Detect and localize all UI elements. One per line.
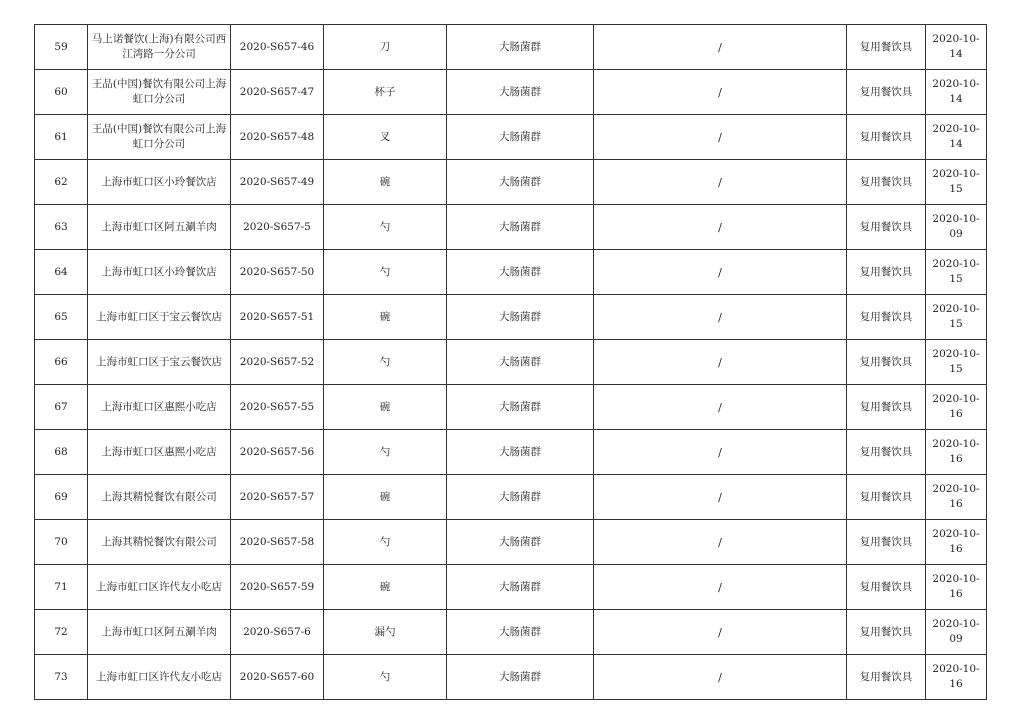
company-name-cell: 上海市虹口区许代友小吃店 (88, 565, 231, 610)
test-item-cell: 大肠菌群 (447, 115, 594, 160)
date-cell: 2020-10-09 (926, 610, 987, 655)
sample-item-cell: 碗 (324, 160, 447, 205)
category-cell: 复用餐饮具 (847, 340, 926, 385)
result-cell: / (594, 160, 847, 205)
row-number-cell: 68 (35, 430, 88, 475)
category-cell: 复用餐饮具 (847, 610, 926, 655)
test-item-cell: 大肠菌群 (447, 340, 594, 385)
result-cell: / (594, 25, 847, 70)
row-number-cell: 65 (35, 295, 88, 340)
sample-id-cell: 2020-S657-48 (231, 115, 324, 160)
sample-id-cell: 2020-S657-55 (231, 385, 324, 430)
table-row (35, 655, 987, 700)
result-cell: / (594, 565, 847, 610)
table-row (35, 160, 987, 205)
table-row (35, 475, 987, 520)
test-item-cell: 大肠菌群 (447, 655, 594, 700)
row-number-cell: 69 (35, 475, 88, 520)
company-name-cell: 上海市虹口区小玲餐饮店 (88, 160, 231, 205)
result-cell: / (594, 295, 847, 340)
row-number-cell: 64 (35, 250, 88, 295)
result-cell: / (594, 70, 847, 115)
sample-item-cell: 刀 (324, 25, 447, 70)
date-cell: 2020-10-14 (926, 25, 987, 70)
test-item-cell: 大肠菌群 (447, 25, 594, 70)
result-cell: / (594, 340, 847, 385)
company-name-cell: 上海市虹口区阿五涮羊肉 (88, 205, 231, 250)
category-cell: 复用餐饮具 (847, 25, 926, 70)
date-cell: 2020-10-15 (926, 295, 987, 340)
sample-id-cell: 2020-S657-56 (231, 430, 324, 475)
date-cell: 2020-10-15 (926, 250, 987, 295)
company-name-cell: 上海市虹口区许代友小吃店 (88, 655, 231, 700)
row-number-cell: 70 (35, 520, 88, 565)
company-name-cell: 上海其精悦餐饮有限公司 (88, 520, 231, 565)
sample-item-cell: 碗 (324, 385, 447, 430)
result-cell: / (594, 385, 847, 430)
sample-id-cell: 2020-S657-59 (231, 565, 324, 610)
company-name-cell: 上海其精悦餐饮有限公司 (88, 475, 231, 520)
category-cell: 复用餐饮具 (847, 655, 926, 700)
sample-item-cell: 勺 (324, 520, 447, 565)
sample-id-cell: 2020-S657-60 (231, 655, 324, 700)
sample-id-cell: 2020-S657-58 (231, 520, 324, 565)
test-item-cell: 大肠菌群 (447, 385, 594, 430)
sample-item-cell: 碗 (324, 295, 447, 340)
date-cell: 2020-10-16 (926, 520, 987, 565)
row-number-cell: 59 (35, 25, 88, 70)
result-cell: / (594, 205, 847, 250)
date-cell: 2020-10-16 (926, 655, 987, 700)
result-cell: / (594, 610, 847, 655)
result-cell: / (594, 520, 847, 565)
date-cell: 2020-10-14 (926, 70, 987, 115)
table-row (35, 25, 987, 70)
sample-id-cell: 2020-S657-51 (231, 295, 324, 340)
test-item-cell: 大肠菌群 (447, 70, 594, 115)
result-cell: / (594, 475, 847, 520)
row-number-cell: 66 (35, 340, 88, 385)
sample-id-cell: 2020-S657-50 (231, 250, 324, 295)
sample-item-cell: 勺 (324, 205, 447, 250)
inspection-table (34, 24, 987, 700)
table-row (35, 70, 987, 115)
table-row (35, 430, 987, 475)
table-row (35, 520, 987, 565)
category-cell: 复用餐饮具 (847, 205, 926, 250)
date-cell: 2020-10-16 (926, 475, 987, 520)
row-number-cell: 61 (35, 115, 88, 160)
test-item-cell: 大肠菌群 (447, 205, 594, 250)
result-cell: / (594, 430, 847, 475)
sample-item-cell: 叉 (324, 115, 447, 160)
category-cell: 复用餐饮具 (847, 475, 926, 520)
table-row (35, 340, 987, 385)
test-item-cell: 大肠菌群 (447, 430, 594, 475)
date-cell: 2020-10-16 (926, 430, 987, 475)
company-name-cell: 上海市虹口区惠熙小吃店 (88, 385, 231, 430)
sample-id-cell: 2020-S657-46 (231, 25, 324, 70)
date-cell: 2020-10-15 (926, 340, 987, 385)
table-body (35, 25, 987, 700)
row-number-cell: 60 (35, 70, 88, 115)
test-item-cell: 大肠菌群 (447, 160, 594, 205)
sample-item-cell: 勺 (324, 655, 447, 700)
company-name-cell: 马上诺餐饮(上海)有限公司西江湾路一分公司 (88, 25, 231, 70)
table-row (35, 610, 987, 655)
table-row (35, 385, 987, 430)
row-number-cell: 72 (35, 610, 88, 655)
category-cell: 复用餐饮具 (847, 565, 926, 610)
test-item-cell: 大肠菌群 (447, 250, 594, 295)
result-cell: / (594, 115, 847, 160)
category-cell: 复用餐饮具 (847, 115, 926, 160)
result-cell: / (594, 655, 847, 700)
sample-id-cell: 2020-S657-5 (231, 205, 324, 250)
category-cell: 复用餐饮具 (847, 295, 926, 340)
sample-item-cell: 杯子 (324, 70, 447, 115)
sample-item-cell: 碗 (324, 475, 447, 520)
date-cell: 2020-10-15 (926, 160, 987, 205)
test-item-cell: 大肠菌群 (447, 565, 594, 610)
test-item-cell: 大肠菌群 (447, 475, 594, 520)
result-cell: / (594, 250, 847, 295)
category-cell: 复用餐饮具 (847, 250, 926, 295)
sample-item-cell: 漏勺 (324, 610, 447, 655)
table-row (35, 115, 987, 160)
table-row (35, 565, 987, 610)
company-name-cell: 王品(中国)餐饮有限公司上海虹口分公司 (88, 115, 231, 160)
table-row (35, 205, 987, 250)
sample-id-cell: 2020-S657-47 (231, 70, 324, 115)
category-cell: 复用餐饮具 (847, 385, 926, 430)
category-cell: 复用餐饮具 (847, 160, 926, 205)
sample-id-cell: 2020-S657-57 (231, 475, 324, 520)
sample-item-cell: 勺 (324, 250, 447, 295)
row-number-cell: 63 (35, 205, 88, 250)
sample-item-cell: 勺 (324, 340, 447, 385)
sample-id-cell: 2020-S657-52 (231, 340, 324, 385)
date-cell: 2020-10-16 (926, 385, 987, 430)
row-number-cell: 67 (35, 385, 88, 430)
date-cell: 2020-10-14 (926, 115, 987, 160)
row-number-cell: 62 (35, 160, 88, 205)
date-cell: 2020-10-16 (926, 565, 987, 610)
category-cell: 复用餐饮具 (847, 520, 926, 565)
table-row (35, 250, 987, 295)
sample-id-cell: 2020-S657-49 (231, 160, 324, 205)
company-name-cell: 上海市虹口区惠熙小吃店 (88, 430, 231, 475)
company-name-cell: 上海市虹口区于宝云餐饮店 (88, 340, 231, 385)
date-cell: 2020-10-09 (926, 205, 987, 250)
company-name-cell: 上海市虹口区于宝云餐饮店 (88, 295, 231, 340)
sample-item-cell: 碗 (324, 565, 447, 610)
table-row (35, 295, 987, 340)
category-cell: 复用餐饮具 (847, 430, 926, 475)
row-number-cell: 71 (35, 565, 88, 610)
row-number-cell: 73 (35, 655, 88, 700)
test-item-cell: 大肠菌群 (447, 295, 594, 340)
sample-id-cell: 2020-S657-6 (231, 610, 324, 655)
category-cell: 复用餐饮具 (847, 70, 926, 115)
company-name-cell: 王品(中国)餐饮有限公司上海虹口分公司 (88, 70, 231, 115)
company-name-cell: 上海市虹口区小玲餐饮店 (88, 250, 231, 295)
sample-item-cell: 勺 (324, 430, 447, 475)
test-item-cell: 大肠菌群 (447, 610, 594, 655)
test-item-cell: 大肠菌群 (447, 520, 594, 565)
company-name-cell: 上海市虹口区阿五涮羊肉 (88, 610, 231, 655)
